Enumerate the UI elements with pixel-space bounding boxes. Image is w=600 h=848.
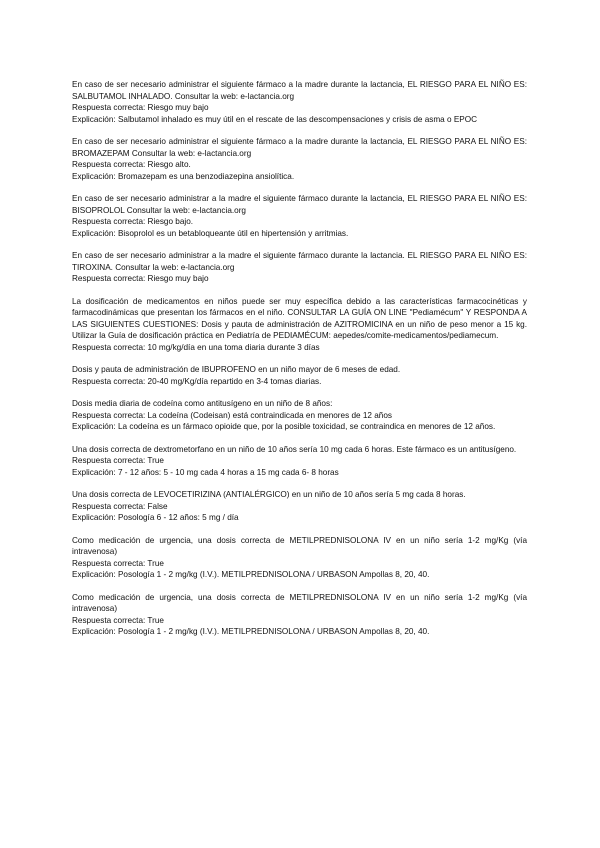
correct-answer: Respuesta correcta: Riesgo muy bajo bbox=[72, 103, 209, 112]
document-content bbox=[72, 79, 527, 649]
question-text: Dosis y pauta de administración de IBUPROFENO en un niño mayor de 6 meses de edad. bbox=[72, 365, 401, 374]
correct-answer: Respuesta correcta: True bbox=[72, 456, 164, 465]
question-text: Como medicación de urgencia, una dosis correcta de METILPREDNISOLONA IV en un niño sería 1-2 mg/Kg (vía intravenosa) bbox=[72, 535, 527, 556]
correct-answer: Respuesta correcta: Riesgo alto. bbox=[72, 160, 191, 169]
question-block bbox=[72, 193, 527, 239]
question-text: Una dosis correcta de dextrometorfano en un niño de 10 años sería 10 mg cada 6 horas. Este fármaco es un antitusígeno. bbox=[72, 444, 517, 454]
question-block bbox=[72, 250, 527, 285]
question-text: En caso de ser necesario administrar el siguiente fármaco a la madre durante la lactancia, EL RIESGO PARA EL NIÑO ES: SALBUTAMOL INHALADO. Consultar la web: e-lactancia.org bbox=[72, 80, 527, 101]
question-block bbox=[72, 296, 527, 354]
correct-answer: Respuesta correcta: True bbox=[72, 615, 164, 625]
correct-answer: Respuesta correcta: 10 mg/kg/día en una toma diaria durante 3 días bbox=[72, 342, 320, 352]
question-block bbox=[72, 364, 527, 387]
question-block bbox=[72, 444, 527, 479]
correct-answer: Respuesta correcta: La codeína (Codeisan) está contraindicada en menores de 12 años bbox=[72, 410, 392, 420]
explanation-text: Explicación: 7 - 12 años: 5 - 10 mg cada 4 horas a 15 mg cada 6- 8 horas bbox=[72, 467, 339, 477]
question-text: En caso de ser necesario administrar a la madre el siguiente fármaco durante la lactancia, EL RIESGO PARA EL NIÑO ES: BISOPROLOL Consultar la web: e-lactancia.org bbox=[72, 194, 527, 215]
correct-answer: Respuesta correcta: Riesgo bajo. bbox=[72, 217, 194, 226]
explanation-text: Explicación: Posología 1 - 2 mg/kg (I.V.). METILPREDNISOLONA / URBASON Ampollas 8, 20, 40. bbox=[72, 627, 430, 636]
question-block bbox=[72, 398, 527, 433]
question-text: La dosificación de medicamentos en niños puede ser muy específica debido a las características farmacocinéticas y farmacodinámicas que presentan los fármacos en el niño. CONSULTAR LA GUÍA ON LINE "Pediamécum" Y RESPONDA A LAS SIGUIENTES CUESTIONES: Dosis y pauta de administración de AZITROMICINA en un niño de peso menor a 15 kg. Utilizar la Guía de dosificación práctica en Pediatría de PEDIAMÉCUM: aepedes/comite-medicamentos/pediamecum. bbox=[72, 296, 527, 340]
question-block bbox=[72, 79, 527, 125]
correct-answer: Respuesta correcta: 20-40 mg/Kg/día repartido en 3-4 tomas diarias. bbox=[72, 376, 322, 386]
question-block bbox=[72, 489, 527, 524]
correct-answer: Respuesta correcta: False bbox=[72, 501, 168, 511]
explanation-text: Explicación: La codeína es un fármaco opioide que, por la posible toxicidad, se contraindica en menores de 12 años. bbox=[72, 422, 496, 431]
explanation-text: Explicación: Posología 6 - 12 años: 5 mg / día bbox=[72, 513, 239, 522]
question-text: Dosis media diaria de codeína como antitusígeno en un niño de 8 años: bbox=[72, 399, 333, 408]
question-text: En caso de ser necesario administrar el siguiente fármaco a la madre durante la lactancia, EL RIESGO PARA EL NIÑO ES: BROMAZEPAM Consultar la web: e-lactancia.org bbox=[72, 137, 527, 158]
question-block bbox=[72, 136, 527, 182]
question-text: Una dosis correcta de LEVOCETIRIZINA (ANTIALÉRGICO) en un niño de 10 años sería 5 mg cada 8 horas. bbox=[72, 490, 466, 499]
question-text: Como medicación de urgencia, una dosis correcta de METILPREDNISOLONA IV en un niño sería 1-2 mg/Kg (vía intravenosa) bbox=[72, 592, 527, 613]
question-block bbox=[72, 535, 527, 581]
explanation-text: Explicación: Bromazepam es una benzodiazepina ansiolítica. bbox=[72, 171, 295, 181]
correct-answer: Respuesta correcta: Riesgo muy bajo bbox=[72, 274, 209, 283]
correct-answer: Respuesta correcta: True bbox=[72, 558, 164, 568]
explanation-text: Explicación: Salbutamol inhalado es muy útil en el rescate de las descompensaciones y crisis de asma o EPOC bbox=[72, 114, 478, 124]
question-text: En caso de ser necesario administrar a la madre el siguiente fármaco durante la lactancia. EL RIESGO PARA EL NIÑO ES: TIROXINA. Consultar la web: e-lactancia.org bbox=[72, 251, 527, 272]
explanation-text: Explicación: Posología 1 - 2 mg/kg (I.V.). METILPREDNISOLONA / URBASON Ampollas 8, 20, 40. bbox=[72, 570, 430, 579]
question-block bbox=[72, 592, 527, 638]
explanation-text: Explicación: Bisoprolol es un betabloqueante útil en hipertensión y arritmias. bbox=[72, 228, 349, 238]
